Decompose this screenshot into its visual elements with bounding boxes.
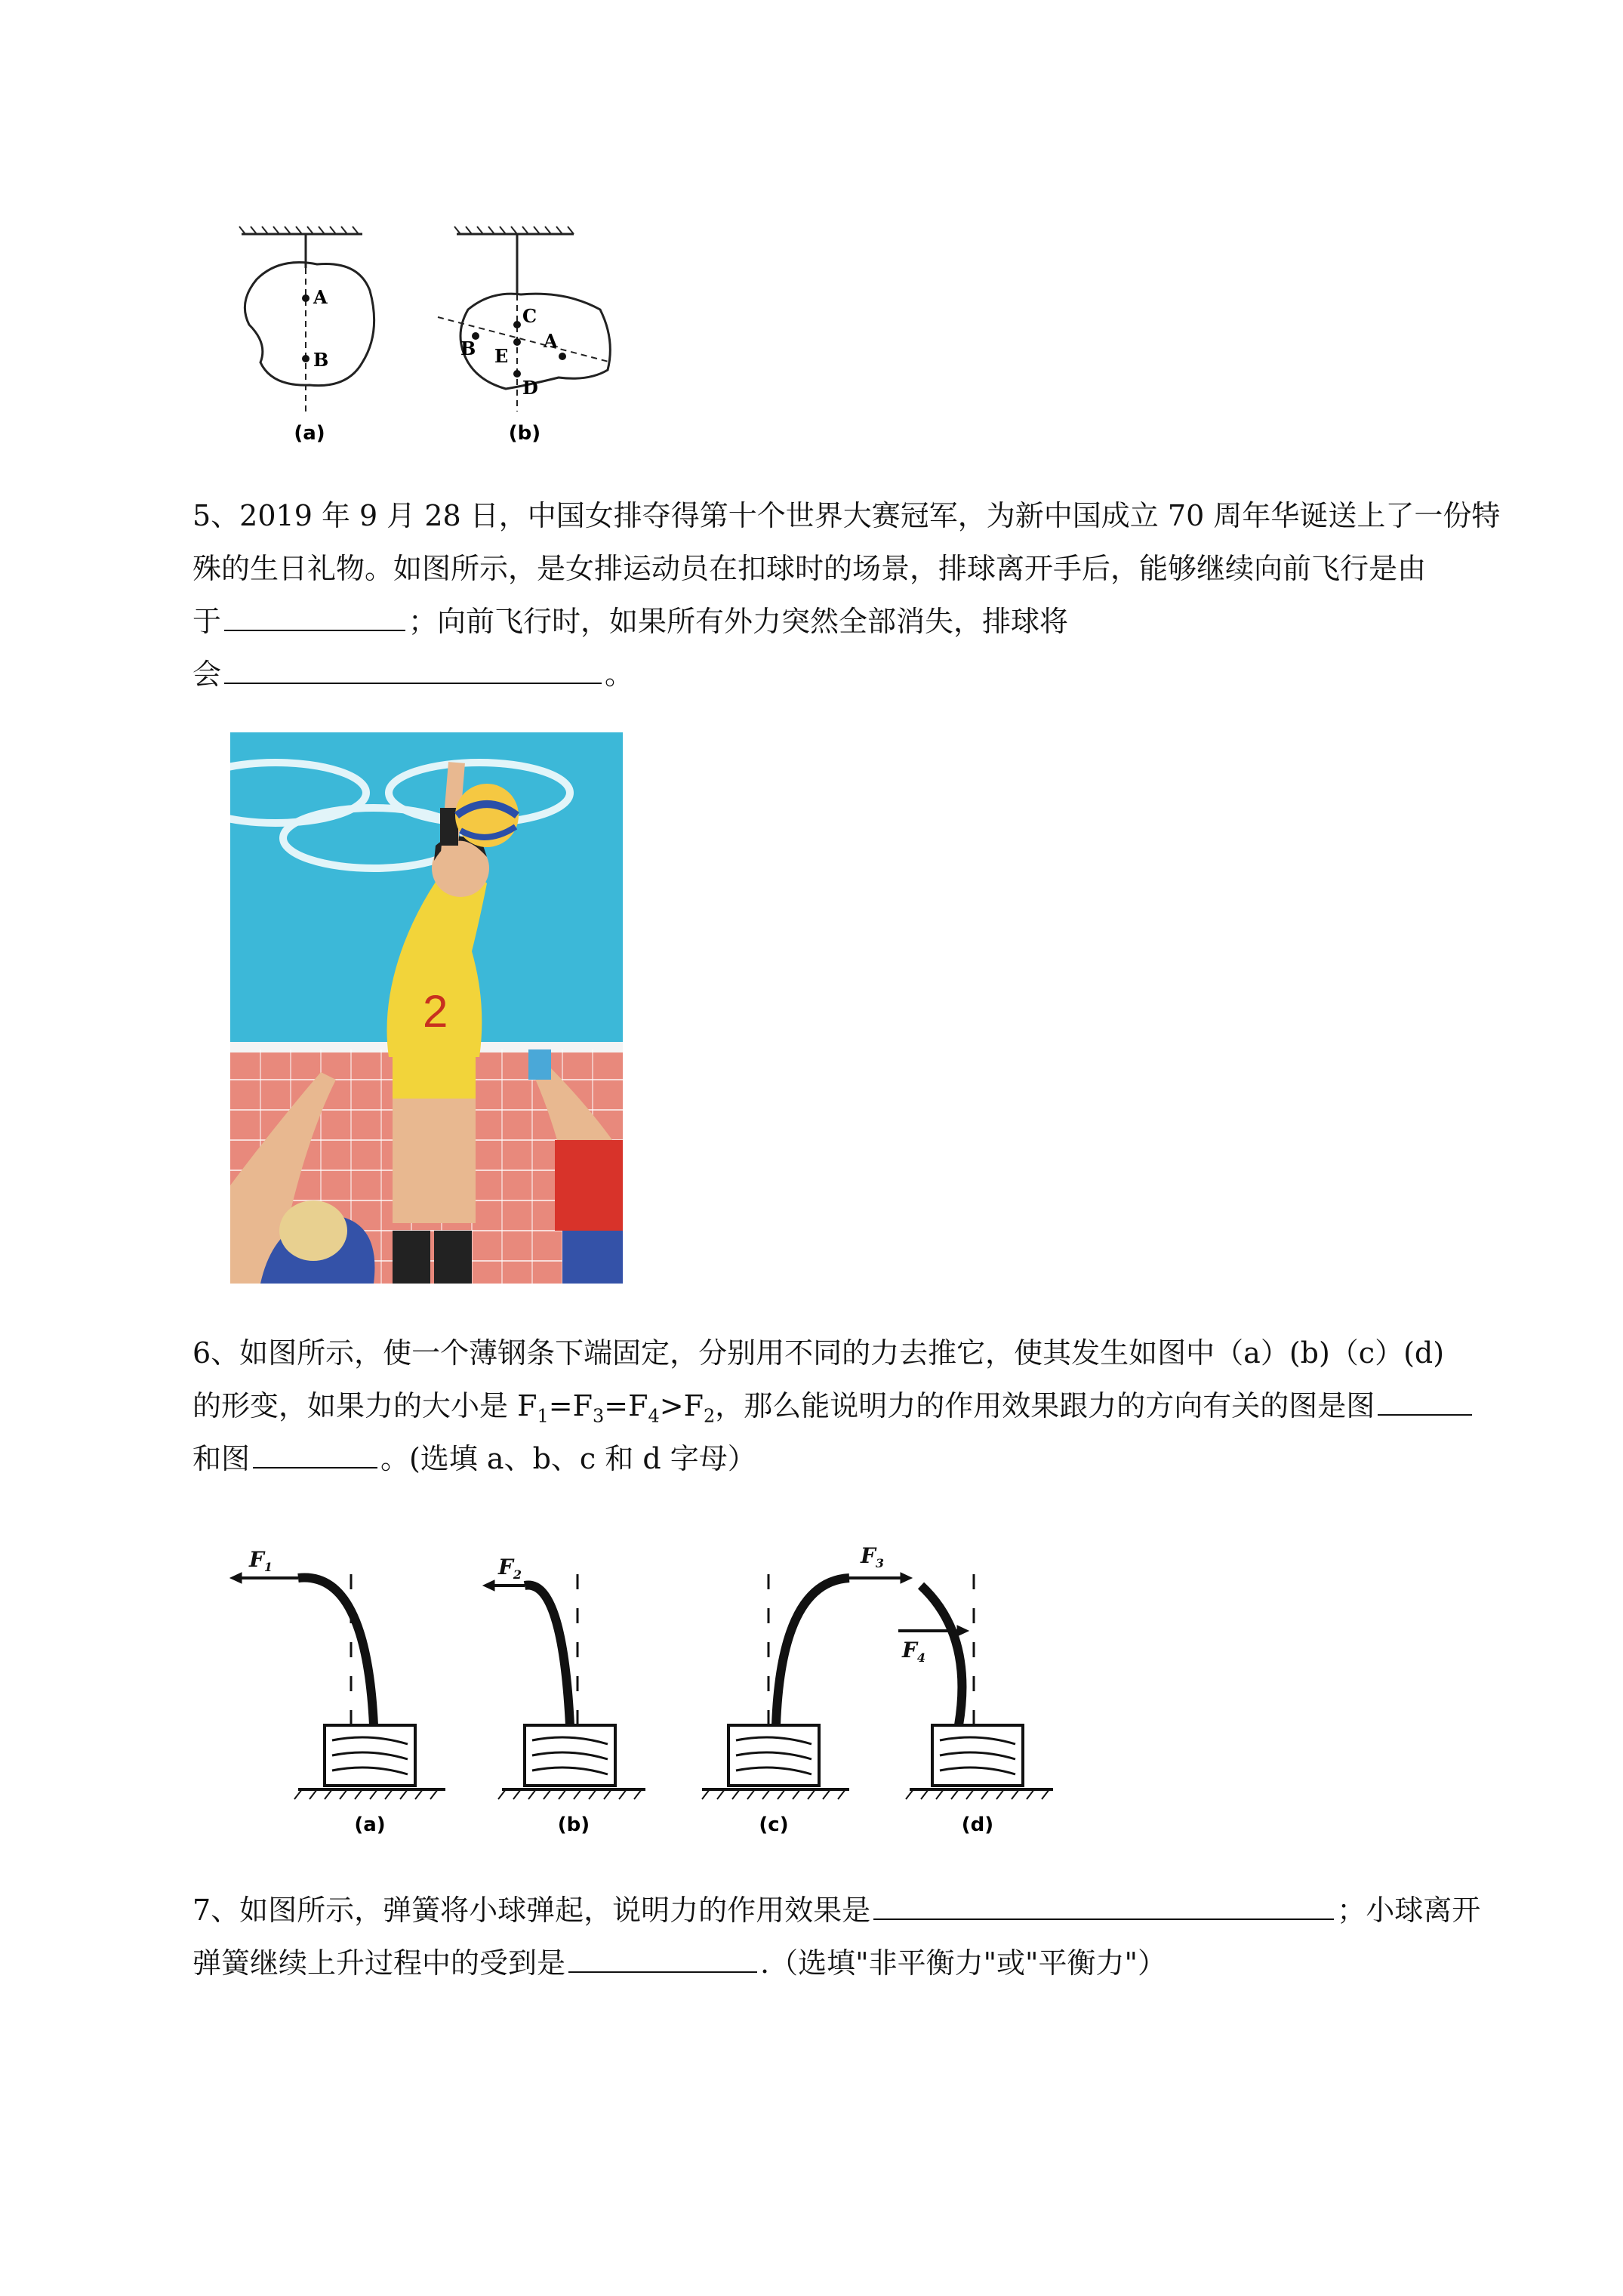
q5-blank-1[interactable]	[224, 601, 405, 631]
q6-line2-suffix: ，那么能说明力的作用效果跟力的方向有关的图是图	[715, 1389, 1375, 1422]
spring-label-b: (b)	[557, 1814, 590, 1836]
q7-line1-suffix: ；小球离开	[1337, 1894, 1481, 1927]
point-b2-label: B	[460, 337, 476, 359]
q6-sub2: 2	[703, 1405, 716, 1427]
q7-blank-1[interactable]	[873, 1890, 1334, 1920]
figure-label-b: (b)	[508, 422, 541, 445]
figure-label-a: (a)	[294, 422, 325, 445]
point-d-label: D	[522, 377, 538, 399]
q7-line2	[192, 1937, 1166, 1989]
q5-line4	[192, 648, 633, 701]
point-c-label: C	[522, 305, 537, 327]
force-label-3: $F_3$	[861, 1543, 885, 1570]
q6-line3	[192, 1432, 756, 1485]
q7-line1-prefix: 7、如图所示，弹簧将小球弹起，说明力的作用效果是	[192, 1894, 871, 1927]
q6-line2-prefix: 的形变，如果力的大小是 F	[192, 1389, 537, 1422]
q5-line3	[192, 595, 1068, 648]
q7-blank-2[interactable]	[568, 1943, 757, 1973]
svg-text:2: 2	[423, 986, 448, 1037]
force-label-1: $F_1$	[249, 1547, 273, 1574]
q6-line3-suffix: 。(选填 a、b、c 和 d 字母）	[380, 1442, 756, 1475]
force-label-4: $F_4$	[902, 1638, 926, 1665]
q6-eq2: =F	[604, 1389, 648, 1422]
q7-line2-suffix: .（选填"非平衡力"或"平衡力"）	[760, 1946, 1167, 1980]
steel-strip-figure	[226, 1529, 1057, 1846]
point-b-label: B	[313, 349, 329, 371]
q6-line3-prefix: 和图	[192, 1442, 251, 1475]
point-e-label: E	[494, 345, 509, 367]
volleyball-photo	[230, 732, 623, 1284]
q6-sub4: 4	[648, 1405, 660, 1427]
q5-line2: 殊的生日礼物。如图所示，是女排运动员在扣球时的场景，排球离开手后，能够继续向前飞行是由	[192, 552, 1427, 585]
q6-sub1: 1	[537, 1405, 549, 1427]
q6-gt: >F	[659, 1389, 704, 1422]
q5-line4-prefix: 会	[192, 658, 222, 691]
spring-label-c: (c)	[759, 1814, 789, 1836]
q7-line1	[192, 1884, 1480, 1937]
point-a2-label: A	[544, 330, 558, 352]
q7-line2-prefix: 弹簧继续上升过程中的受到是	[192, 1946, 566, 1980]
q5-line3-suffix: ；向前飞行时，如果所有外力突然全部消失，排球将	[408, 605, 1069, 638]
q6-eq1: =F	[548, 1389, 593, 1422]
q6-sub3: 3	[592, 1405, 605, 1427]
spring-label-a: (a)	[354, 1814, 386, 1836]
q6-blank-2[interactable]	[253, 1438, 377, 1469]
spring-label-d: (d)	[961, 1814, 994, 1836]
q5-line4-suffix: 。	[605, 658, 634, 691]
q5-line1: 5、2019 年 9 月 28 日，中国女排夺得第十个世界大赛冠军，为新中国成立 70 周年华诞送上了一份特	[192, 499, 1501, 532]
point-a-label: A	[313, 286, 328, 308]
q6-blank-1[interactable]	[1378, 1385, 1472, 1416]
q5-blank-2[interactable]	[224, 654, 602, 684]
suspension-figure	[226, 219, 619, 453]
force-label-2: $F_2$	[498, 1555, 522, 1582]
q6-line1: 6、如图所示，使一个薄钢条下端固定，分别用不同的力去推它，使其发生如图中（a）(b)（c）(d)	[192, 1336, 1445, 1370]
q5-line3-prefix: 于	[192, 605, 222, 638]
